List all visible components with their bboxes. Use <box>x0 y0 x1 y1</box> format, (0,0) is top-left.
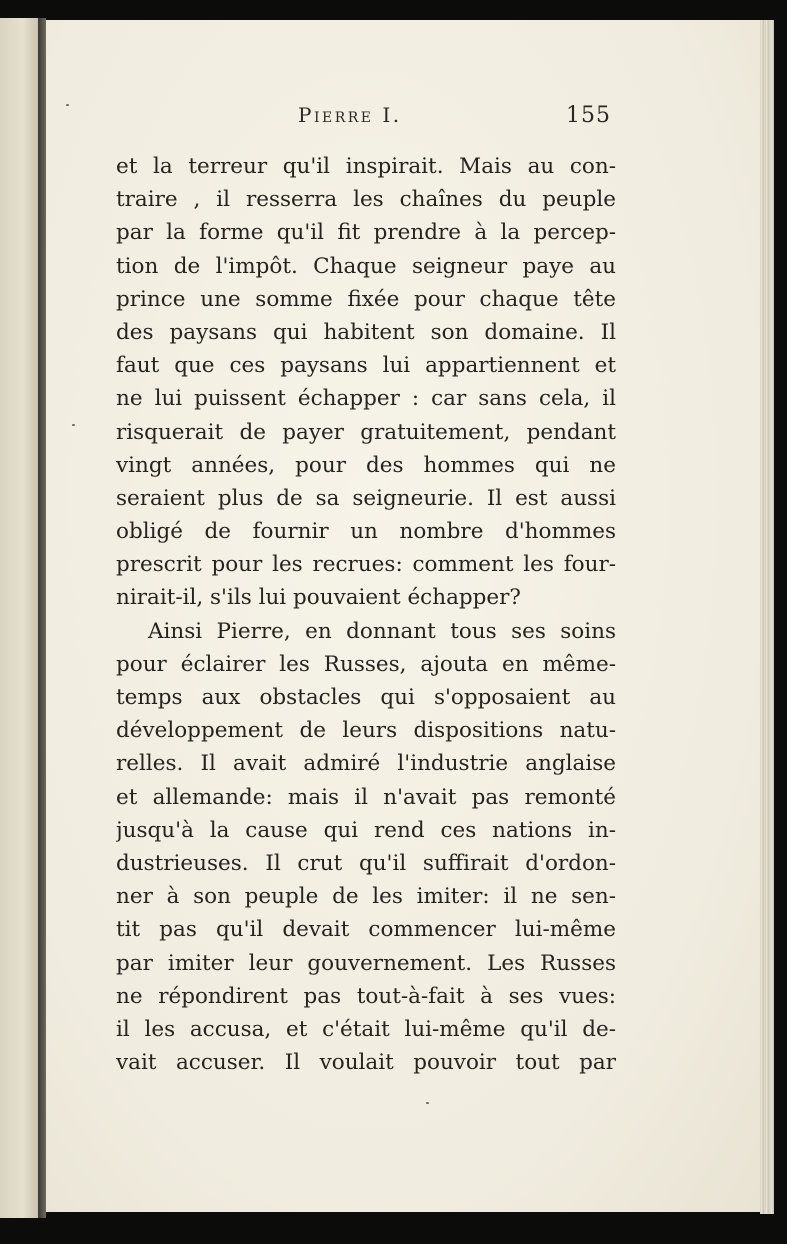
body-text <box>116 150 616 1079</box>
text-line: par la forme qu'il fit prendre à la percep- <box>116 220 616 246</box>
text-line: pour éclairer les Russes, ajouta en même- <box>116 651 616 677</box>
text-line: tion de l'impôt. Chaque seigneur paye au <box>116 253 616 279</box>
text-line: relles. Il avait admiré l'industrie anglaise <box>116 751 616 777</box>
text-line: faut que ces paysans lui appartiennent et <box>116 353 616 379</box>
page-header <box>0 103 787 137</box>
text-line: prescrit pour les recrues: comment les four- <box>116 552 616 578</box>
text-line: risquerait de payer gratuitement, pendant <box>116 419 616 445</box>
book-gutter <box>38 18 46 1218</box>
text-line: ner à son peuple de les imiter: il ne sen- <box>116 884 616 910</box>
text-line: des paysans qui habitent son domaine. Il <box>116 319 616 345</box>
text-line: par imiter leur gouvernement. Les Russes <box>116 950 616 976</box>
page-stack-edge <box>760 20 774 1214</box>
text-line: jusqu'à la cause qui rend ces nations in- <box>116 817 616 843</box>
text-line: il les accusa, et c'était lui-même qu'il de- <box>116 1016 616 1042</box>
page-number: 155 <box>566 103 611 128</box>
paper-speck <box>426 1102 429 1104</box>
text-line: prince une somme fixée pour chaque tête <box>116 286 616 312</box>
text-line: ne lui puissent échapper : car sans cela, il <box>116 386 616 412</box>
running-title: Pierre I. <box>298 103 402 127</box>
text-line: dustrieuses. Il crut qu'il suffirait d'ordon- <box>116 850 616 876</box>
text-line: et la terreur qu'il inspirait. Mais au con- <box>116 154 616 179</box>
text-line: tit pas qu'il devait commencer lui-même <box>116 917 616 943</box>
text-line: temps aux obstacles qui s'opposaient au <box>116 685 616 710</box>
paragraph-start-line: Ainsi Pierre, en donnant tous ses soins <box>148 618 616 644</box>
text-line: ne répondirent pas tout-à-fait à ses vues: <box>116 983 616 1009</box>
text-line: et allemande: mais il n'avait pas remonté <box>116 784 616 810</box>
paper-speck <box>72 424 75 426</box>
text-line: obligé de fournir un nombre d'hommes <box>116 519 616 545</box>
text-line: vingt années, pour des hommes qui ne <box>116 452 616 478</box>
text-line: nirait-il, s'ils lui pouvaient échapper? <box>116 585 521 611</box>
text-line: traire , il resserra les chaînes du peuple <box>116 187 616 213</box>
previous-page-edge <box>0 18 39 1218</box>
paper-speck <box>66 104 69 106</box>
text-line: seraient plus de sa seigneurie. Il est aussi <box>116 485 616 511</box>
text-line: vait accuser. Il voulait pouvoir tout par <box>116 1050 616 1076</box>
text-line: développement de leurs dispositions natu- <box>116 718 616 744</box>
